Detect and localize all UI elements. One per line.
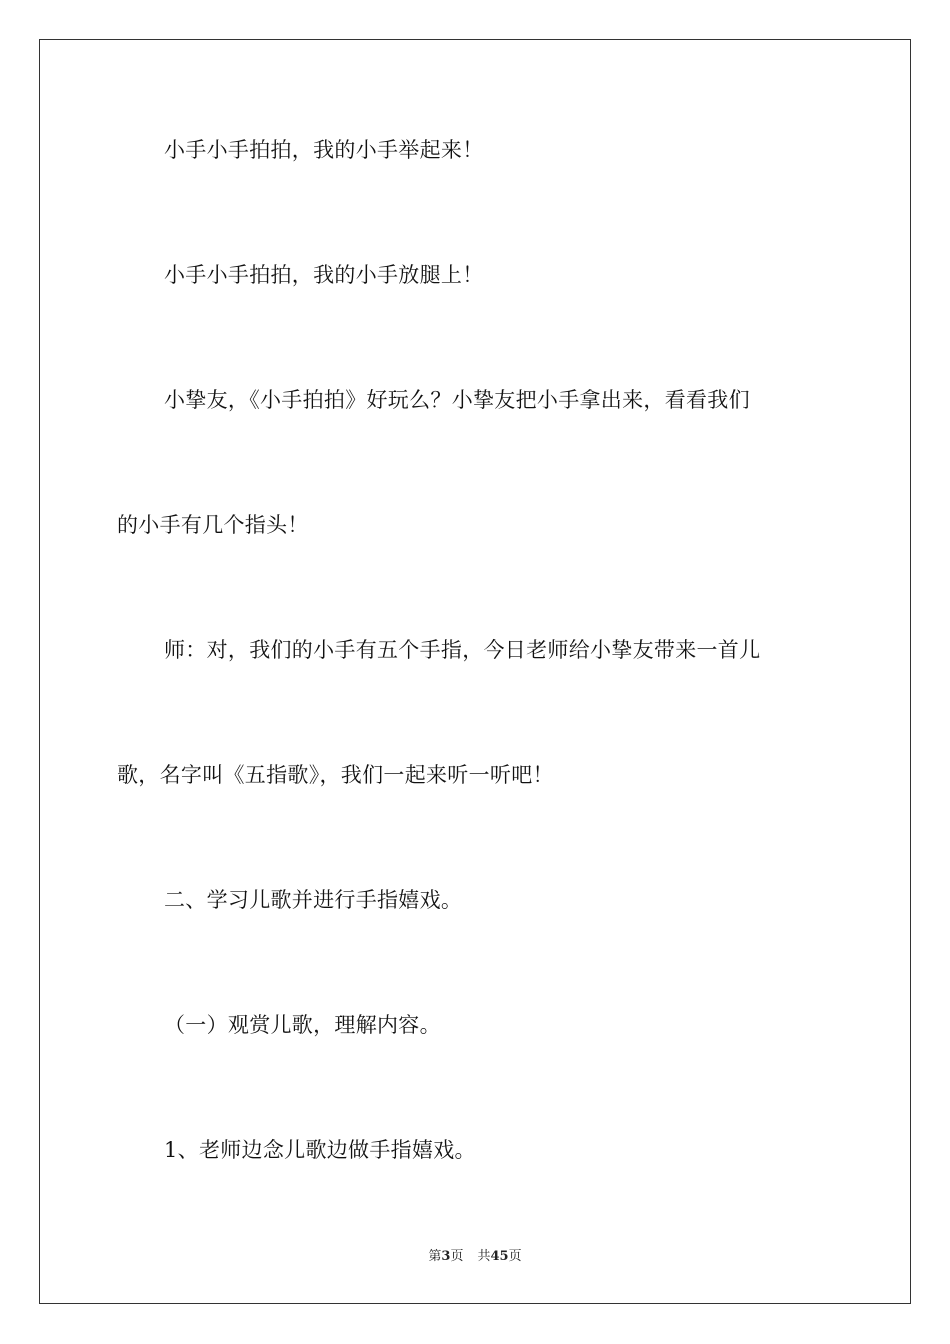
total-prefix: 共 [477, 1249, 491, 1264]
paragraph-line: 师：对，我们的小手有五个手指，今日老师给小挚友带来一首儿 [164, 638, 761, 662]
total-suffix: 页 [508, 1249, 522, 1264]
total-pages: 45 [490, 1249, 509, 1264]
paragraph-line: 小手小手拍拍，我的小手放腿上！ [164, 263, 484, 287]
paragraph-line: 小手小手拍拍，我的小手举起来！ [164, 138, 484, 162]
list-item: 1、老师边念儿歌边做手指嬉戏。 [164, 1138, 476, 1162]
page-prefix: 第 [428, 1249, 442, 1264]
page-border [39, 39, 911, 1304]
section-heading: 二、学习儿歌并进行手指嬉戏。 [164, 888, 463, 912]
paragraph-line: 歌，名字叫《五指歌》，我们一起来听一听吧！ [117, 763, 554, 787]
page-number: 3 [441, 1249, 451, 1264]
paragraph-line: 小挚友，《小手拍拍》好玩么？小挚友把小手拿出来，看看我们 [164, 388, 750, 412]
paragraph-line: 的小手有几个指头！ [117, 513, 309, 537]
page-suffix: 页 [450, 1249, 464, 1264]
subsection-heading: （一）观赏儿歌，理解内容。 [164, 1013, 441, 1037]
page-footer [0, 1248, 950, 1266]
